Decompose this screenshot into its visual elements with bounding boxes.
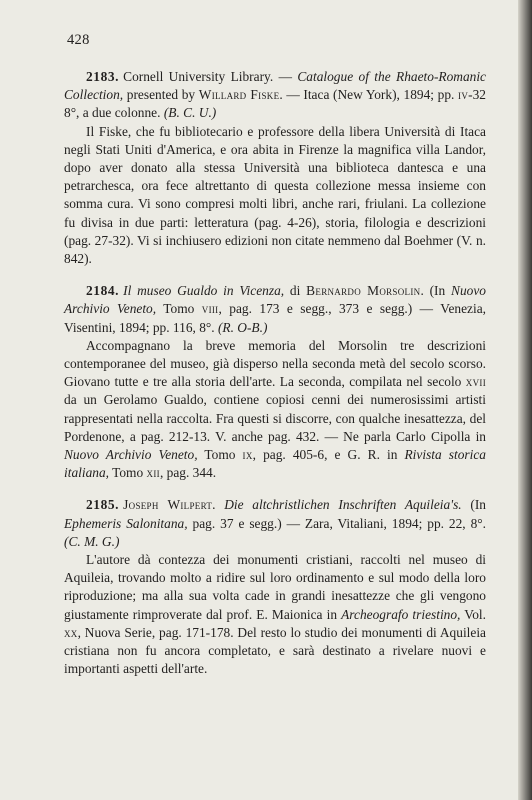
text-run: Tomo	[109, 465, 147, 481]
small-caps-text: Joseph Wilpert	[123, 497, 213, 513]
small-caps-text: iv	[458, 87, 469, 103]
small-caps-text: viii	[201, 301, 219, 317]
text-run: da un Gerolamo Gualdo, contiene copiosi cenni dei numerosissimi artisti rappresentati nella raccolta. Fra questi si discorre, con qualche inesattezza, del Pordenone, a pag. 212-13. V. anche pag. 432. — Ne parla Carlo Cipolla in	[64, 392, 486, 444]
small-caps-text: Willard Fiske	[198, 87, 280, 103]
text-run: , pag. 344.	[159, 465, 217, 481]
italic-text: Nuovo Archivio Veneto,	[64, 447, 198, 463]
text-run: .	[212, 497, 225, 513]
binding-shadow	[518, 0, 532, 800]
small-caps-text: xvii	[465, 374, 486, 390]
entry-body: Il Fiske, che fu bibliotecario e professore della libera Università di Itaca negli Stati Uniti d'America, e ora abita in Firenze la magnifica villa Landor, dopo aver donato alla stessa Università una biblioteca dantesca e una petrarchesca, ora fece altrettanto di questa collezione messa insieme con somma cura. Vi sono compresi molti libri, anche rari, friulani. La collezione fu divisa in due parti: letteratura (pag. 4-26), storia, filologia e descrizioni (pag. 27-32). Vi si inchiusero edizioni non citate nemmeno dal Boehmer (V. n. 842).	[64, 123, 486, 267]
text-run: Tomo	[156, 301, 202, 317]
text-run: . (In	[420, 283, 452, 299]
text-run: , pag. 173 e segg., 373 e segg.) — Venezia, Visentini, 1894; pp. 116, 8°.	[64, 301, 486, 335]
small-caps-text: xii	[146, 465, 160, 481]
entry-2183	[64, 68, 486, 268]
text-run: Tomo	[197, 447, 243, 463]
text-run: -32 8°, a due colonne.	[64, 87, 487, 121]
entry-number: 2184.	[86, 283, 120, 299]
entry-heading	[64, 282, 486, 337]
entry-2185	[64, 496, 486, 678]
italic-text: Die altchristlichen Inschriften Aquileia's.	[224, 497, 462, 513]
text-run: , pag. 405-6, e G. R. in	[252, 447, 405, 463]
text-run: (In	[461, 497, 486, 513]
text-run: pag. 37 e segg.) — Zara, Vitaliani, 1894; pp. 22, 8°.	[187, 515, 486, 531]
entry-body	[64, 337, 486, 483]
small-caps-text: ix	[242, 447, 253, 463]
italic-text: (B. C. U.)	[163, 105, 217, 121]
italic-text: Il museo Gualdo in Vicenza,	[123, 283, 285, 299]
text-run: L'autore dà contezza dei monumenti cristiani, raccolti nel museo di Aquileia, trovando molto a ridire sul loro ordinamento e sul modo della loro riproduzione; ma alla sua volta cade in grandi inesattezze che gli vengono giustamente rimproverate dal prof. E. Maionica in	[64, 552, 486, 622]
text-run: Vol.	[460, 606, 486, 622]
entry-heading	[64, 68, 486, 123]
italic-text: (R. O-B.)	[217, 319, 268, 335]
text-run: , Nuova Serie, pag. 171-178. Del resto lo studio dei monumenti di Aquileia cristiana non fu ancora completato, e sarà destinato a rivelare nuovi e importanti aspetti dell'arte.	[64, 624, 486, 677]
entry-number: 2183.	[86, 69, 120, 84]
entry-heading-text	[64, 69, 486, 120]
small-caps-text: Bernardo Morsolin	[306, 283, 421, 299]
italic-text: Ephemeris Salonitana,	[64, 515, 188, 531]
entry-body	[64, 551, 486, 678]
text-run: di	[284, 283, 307, 299]
page-number: 428	[67, 32, 90, 48]
italic-text: (C. M. G.)	[64, 533, 120, 549]
entry-heading	[64, 496, 486, 551]
small-caps-text: xx	[64, 624, 78, 640]
text-run: . — Itaca (New York), 1894; pp.	[279, 87, 459, 103]
italic-text: Archeografo triestino,	[341, 606, 461, 622]
entry-number: 2185.	[86, 497, 120, 513]
italic-text: Catalogue of the Rhaeto-Romanic Collection,	[64, 69, 487, 103]
italic-text: Nuovo Archivio Veneto,	[64, 283, 486, 317]
entry-heading-text	[64, 283, 486, 334]
text-run: Cornell University Library. —	[123, 69, 298, 84]
italic-text: Rivista storica italiana,	[64, 447, 486, 481]
entry-heading-text	[64, 497, 486, 548]
entry-2184	[64, 282, 486, 482]
text-run: presented by	[123, 87, 199, 103]
text-run: Accompagnano la breve memoria del Morsolin tre descrizioni contemporanee del museo, già disperso nella seconda metà del secolo scorso. Giovano tutte e tre alla storia dell'arte. La seconda, compilata nel secolo	[64, 337, 486, 390]
